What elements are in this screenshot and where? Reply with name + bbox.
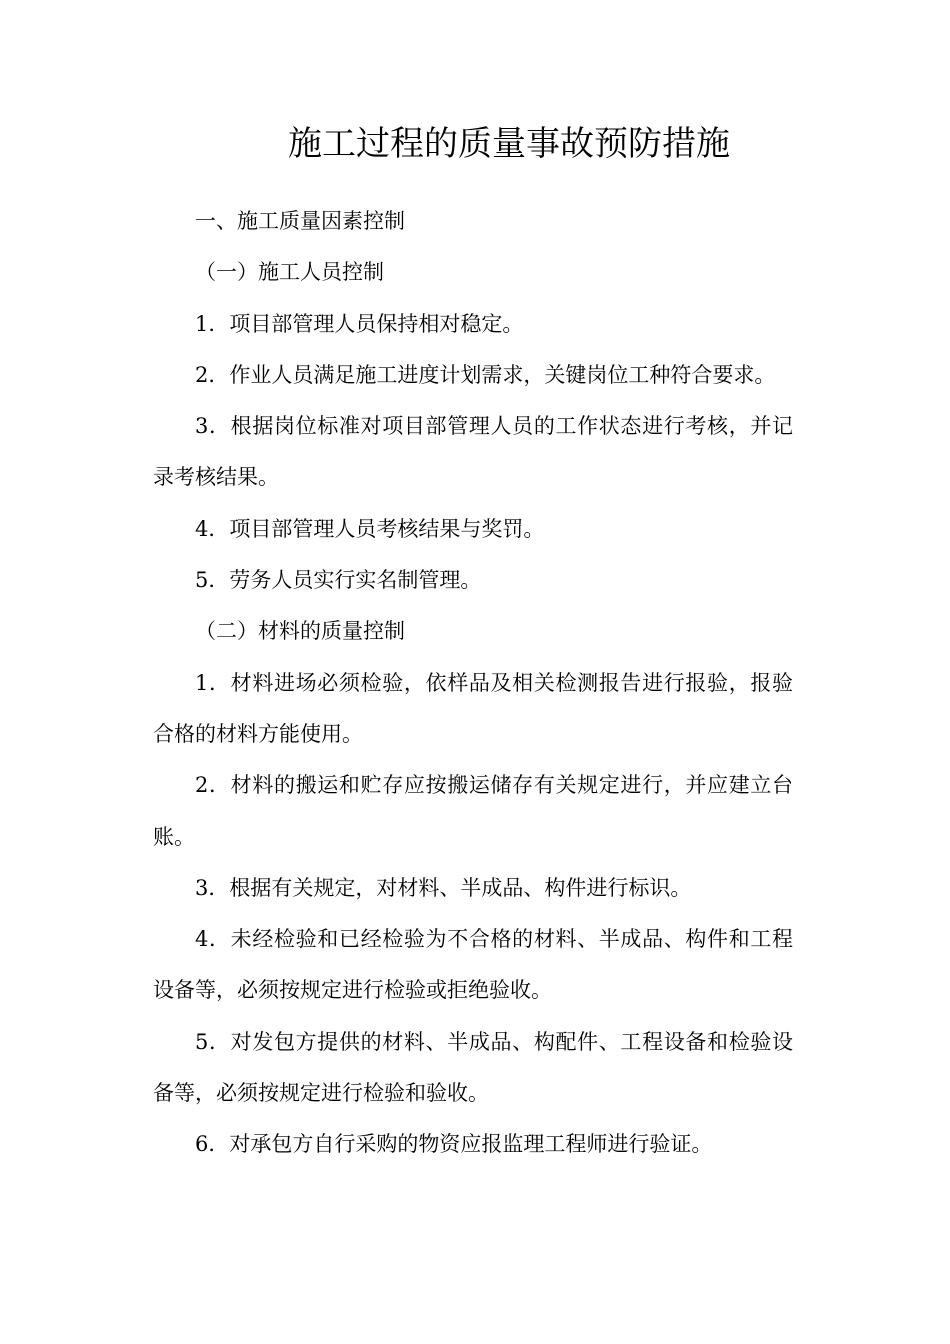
list-item: 3．根据岗位标准对项目部管理人员的工作状态进行考核，并记录考核结果。: [153, 414, 793, 490]
list-item: 5．对发包方提供的材料、半成品、构配件、工程设备和检验设备等，必须按规定进行检验和验收。: [153, 1029, 793, 1106]
list-item: 2．材料的搬运和贮存应按搬运储存有关规定进行，并应建立台账。: [153, 773, 793, 849]
document-body: [153, 196, 793, 1171]
list-item: 4．未经检验和已经检验为不合格的材料、半成品、构件和工程设备等，必须按规定进行检验或拒绝验收。: [153, 927, 793, 1003]
list-item: 4．项目部管理人员考核结果与奖罚。: [195, 516, 545, 541]
list-item: 5．劳务人员实行实名制管理。: [195, 568, 482, 593]
list-item: 1．项目部管理人员保持相对稳定。: [195, 311, 524, 336]
document-title: 施工过程的质量事故预防措施: [288, 124, 730, 164]
list-item: 3．根据有关规定，对材料、半成品、构件进行标识。: [195, 875, 692, 900]
list-item: 6．对承包方自行采购的物资应报监理工程师进行验证。: [195, 1132, 713, 1157]
subsection-heading: （二）材料的质量控制: [195, 619, 405, 644]
list-item: 1．材料进场必须检验，依样品及相关检测报告进行报验，报验合格的材料方能使用。: [153, 670, 793, 746]
list-item: 2．作业人员满足施工进度计划需求，关键岗位工种符合要求。: [195, 362, 776, 387]
section-heading: 一、施工质量因素控制: [195, 209, 405, 233]
subsection-heading: （一）施工人员控制: [195, 260, 384, 285]
